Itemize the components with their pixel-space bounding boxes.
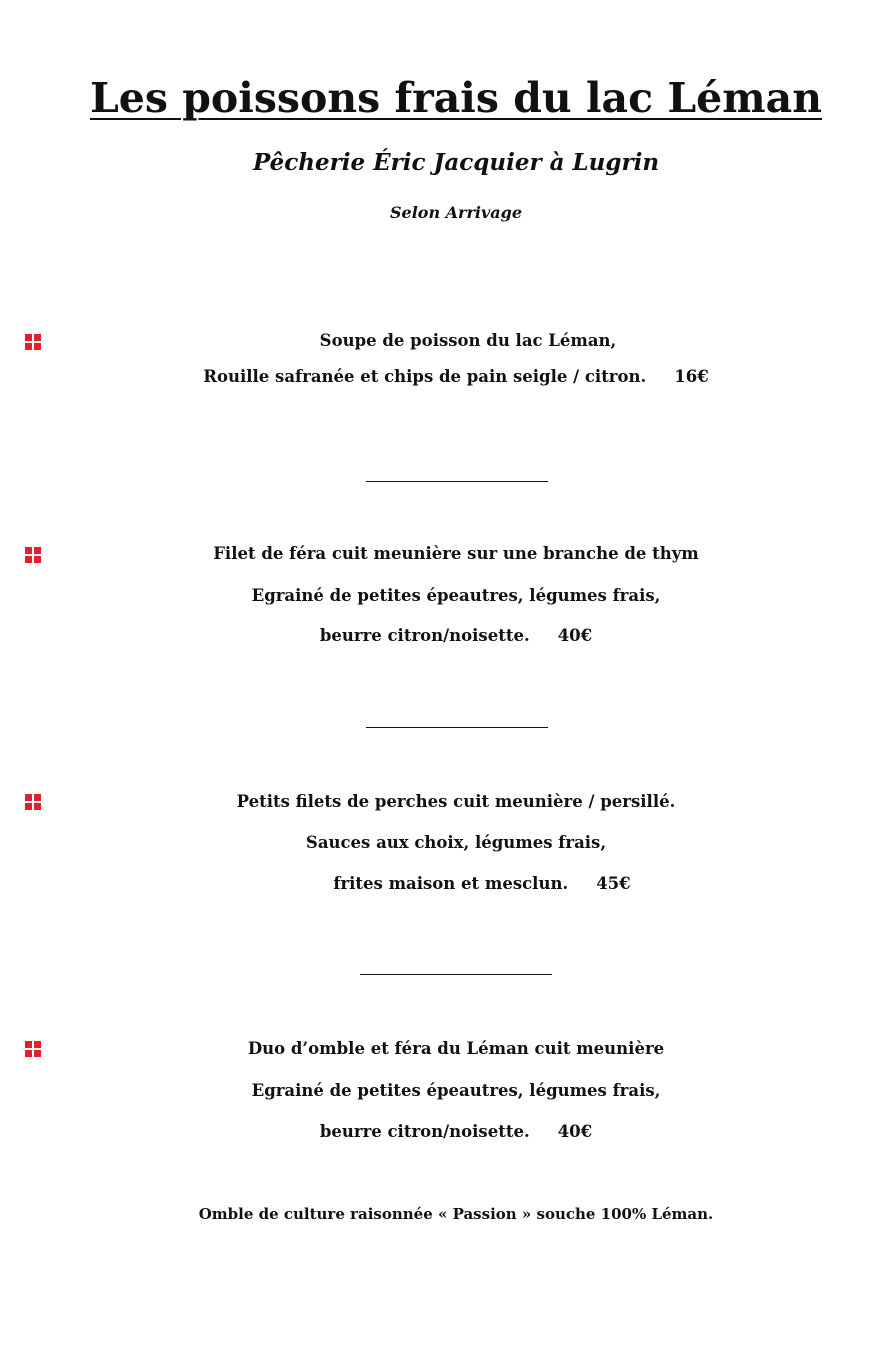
dish-3-price: 45€ [596,874,631,893]
availability-note: Selon Arrivage [389,203,523,222]
dish-2-price: 40€ [557,626,593,645]
dish-2-line-3 [0,623,872,649]
dish-4-line-1: Duo d’omble et féra du Léman cuit meunière [247,1039,665,1058]
page-subtitle: Pêcherie Éric Jacquier à Lugrin [252,149,660,176]
dish-3-line-3-text: frites maison et mesclun. [333,874,569,893]
separator-1 [366,481,548,482]
dish-2-line-3-text: beurre citron/noisette. [319,626,530,645]
dish-1-line-2-text: Rouille safranée et chips de pain seigle / citron. [203,367,647,386]
separator-3 [360,974,552,975]
dish-3-line-2: Sauces aux choix, légumes frais, [305,833,607,852]
dish-2-line-1: Filet de féra cuit meunière sur une branche de thym [213,544,699,563]
dish-4-line-3 [0,1119,872,1145]
footnote: Omble de culture raisonnée « Passion » souche 100% Léman. [198,1205,714,1223]
dish-4-line-2: Egrainé de petites épeautres, légumes frais, [251,1081,661,1100]
separator-2 [366,727,548,728]
dish-4-price: 40€ [557,1122,593,1141]
dish-3-line-1: Petits filets de perches cuit meunière / persillé. [236,792,676,811]
dish-4-line-3-text: beurre citron/noisette. [319,1122,530,1141]
dish-2-line-2: Egrainé de petites épeautres, légumes frais, [251,586,661,605]
dish-1-price: 16€ [674,367,709,386]
dish-1-line-2 [0,364,872,390]
page-title: Les poissons frais du lac Léman [89,74,823,122]
dish-1-line-1: Soupe de poisson du lac Léman, [319,331,617,350]
dish-3-line-3 [0,871,872,897]
